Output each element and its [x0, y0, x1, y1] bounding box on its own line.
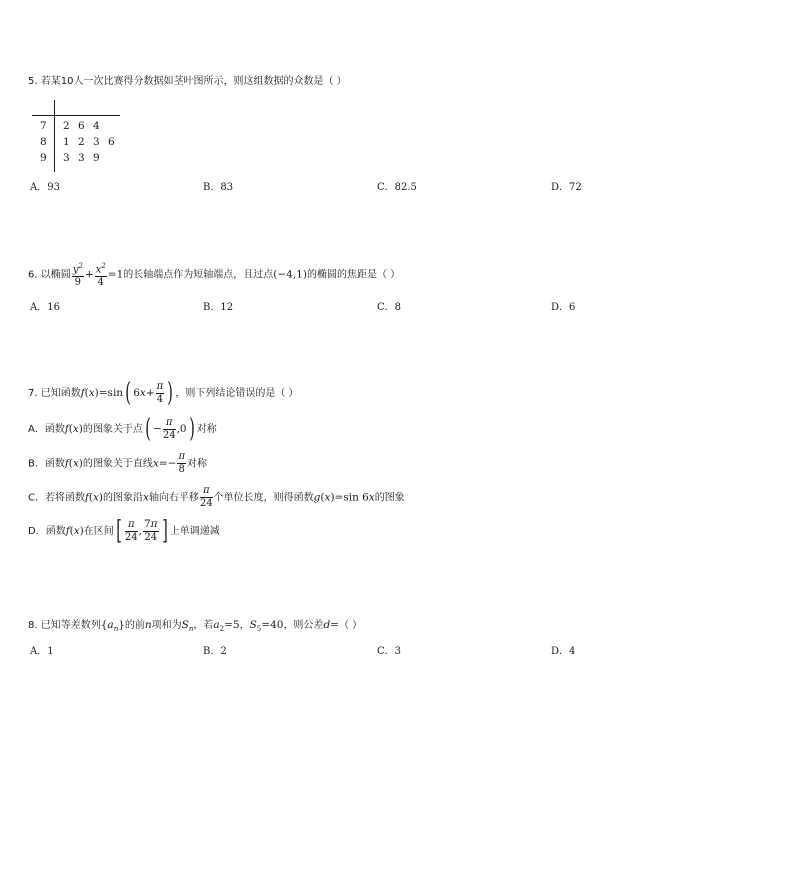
plot-vertical-rule	[54, 100, 55, 172]
leaf-value: 3	[93, 136, 100, 148]
leaf-row	[63, 134, 123, 150]
q8-option-c[interactable]: C．3	[377, 646, 402, 657]
q8-option-d[interactable]: D．4	[551, 646, 576, 657]
q7-d-middle: 在区间	[83, 526, 114, 537]
plot-stems	[40, 118, 47, 166]
q7-b-prefix: B．函数	[28, 458, 65, 470]
leaf-value: 1	[63, 136, 70, 148]
stem-leaf-plot	[32, 100, 124, 174]
q8-text-5: ，则公差	[283, 620, 324, 631]
q7-option-c[interactable]: C．若将函数f(x)的图象沿x轴向右平移 $\frac{\pi}{24}$ 个单位长度，则得函数g(x)=sin 6x的图象	[28, 485, 405, 509]
fraction-pi-over-4: $\frac{\pi}{4}$	[156, 380, 164, 405]
q7-a-prefix: A．函数	[28, 424, 65, 435]
leaf-row	[63, 150, 123, 166]
fraction-pi-over-24: $\frac{\pi}{24}$	[199, 485, 213, 509]
leaf-value: 6	[108, 136, 115, 148]
q6-option-c[interactable]: C．8	[377, 302, 402, 313]
q7-c-suffix: 的图象	[374, 492, 405, 504]
q6-prefix: 6. 以椭圆	[28, 269, 71, 281]
q5-option-c[interactable]: C．82.5	[377, 182, 417, 193]
q7-c-prefix: C．若将函数	[28, 492, 85, 504]
q7-c-middle-3: 个单位长度，则得函数	[213, 492, 314, 504]
question-5-text: 5. 若某10人一次比赛得分数据如茎叶图所示，则这组数据的众数是（ ）	[28, 76, 347, 87]
q7-a-suffix: 对称	[196, 424, 217, 435]
q6-option-a[interactable]: A．16	[30, 302, 60, 313]
leaf-row	[63, 118, 123, 134]
leaf-value: 9	[93, 152, 100, 164]
q7-option-d[interactable]: D．函数f(x)在区间[ $\frac{\pi}{24}$ , $\frac{7\pi}{24}$ ] 上单调递减	[28, 516, 220, 546]
q6-option-d[interactable]: D．6	[551, 302, 576, 313]
q8-text-4: ，	[239, 620, 250, 631]
q8-option-a[interactable]: A．1	[30, 646, 54, 657]
q5-option-b[interactable]: B．83	[203, 182, 234, 193]
q7-option-a[interactable]: A．函数f(x)的图象关于点( − $\frac{\pi}{24}$ ,0) 对称	[28, 414, 217, 444]
q6-point: (−4,1)	[273, 268, 307, 281]
q7-suffix: ，则下列结论错误的是（ ）	[175, 388, 299, 399]
stem-value: 7	[40, 120, 47, 132]
q8-suffix: （ ）	[338, 620, 363, 631]
leaf-value: 4	[93, 120, 100, 132]
stem-value: 8	[40, 136, 47, 148]
q6-suffix: 的椭圆的焦距是（ ）	[306, 269, 401, 281]
q7-d-suffix: 上单调递减	[169, 526, 220, 537]
q7-option-b[interactable]: B．函数f(x)的图象关于直线x=− $\frac{\pi}{8}$ 对称	[28, 451, 208, 475]
q8-prefix: 8. 已知等差数列	[28, 620, 101, 631]
q8-text-3: ，若	[193, 620, 214, 631]
fraction-pi-over-8: $\frac{\pi}{8}$	[178, 451, 186, 475]
fraction-pi-over-24: $\frac{\pi}{24}$	[162, 416, 176, 441]
q7-prefix: 7. 已知函数	[28, 388, 81, 399]
q7-b-middle: 的图象关于直线	[82, 458, 153, 470]
plot-horizontal-rule	[32, 115, 120, 116]
q8-text-2: 项和为	[151, 620, 182, 631]
fraction-pi-over-24: $\frac{\pi}{24}$	[124, 518, 138, 543]
fraction-7pi-over-24: $\frac{7\pi}{24}$	[143, 518, 158, 543]
q5-option-a[interactable]: A．93	[30, 182, 60, 193]
q7-b-suffix: 对称	[187, 458, 208, 470]
q6-mid: 的长轴端点作为短轴端点，且过点	[123, 269, 274, 281]
q8-option-b[interactable]: B．2	[203, 646, 227, 657]
q7-c-middle-2: 轴向右平移	[148, 492, 199, 504]
leaf-value: 2	[63, 120, 70, 132]
q7-d-prefix: D．函数	[28, 526, 66, 537]
fraction-x2-over-4: $\frac{x^2}{4}$	[95, 262, 106, 289]
leaf-value: 2	[78, 136, 85, 148]
question-8-text: 8. 已知等差数列$\{a_n\}$的前n项和为$S_n$，若$a_2=5$，$S_5=40$，则公差d=（ ）	[28, 619, 363, 633]
plot-leaves	[63, 118, 123, 166]
q7-a-middle: 的图象关于点	[82, 424, 143, 435]
q7-c-middle-1: 的图象沿	[103, 492, 144, 504]
stem-value: 9	[40, 152, 47, 164]
fraction-y2-over-9: $\frac{y^2}{9}$	[72, 262, 83, 289]
leaf-value: 3	[63, 152, 70, 164]
q5-option-d[interactable]: D．72	[551, 182, 582, 193]
leaf-value: 6	[78, 120, 85, 132]
question-6-text: 6. 以椭圆 $\frac{y^2}{9}$ + $\frac{x^2}{4}$ =1的长轴端点作为短轴端点，且过点(−4,1)的椭圆的焦距是（ ）	[28, 262, 401, 289]
leaf-value: 3	[78, 152, 85, 164]
q6-option-b[interactable]: B．12	[203, 302, 234, 313]
q8-text-1: 的前	[124, 620, 145, 631]
question-7-text: 7. 已知函数f(x)=sin( 6x+ $\frac{\pi}{4}$ ) ，则下列结论错误的是（ ）	[28, 378, 299, 408]
